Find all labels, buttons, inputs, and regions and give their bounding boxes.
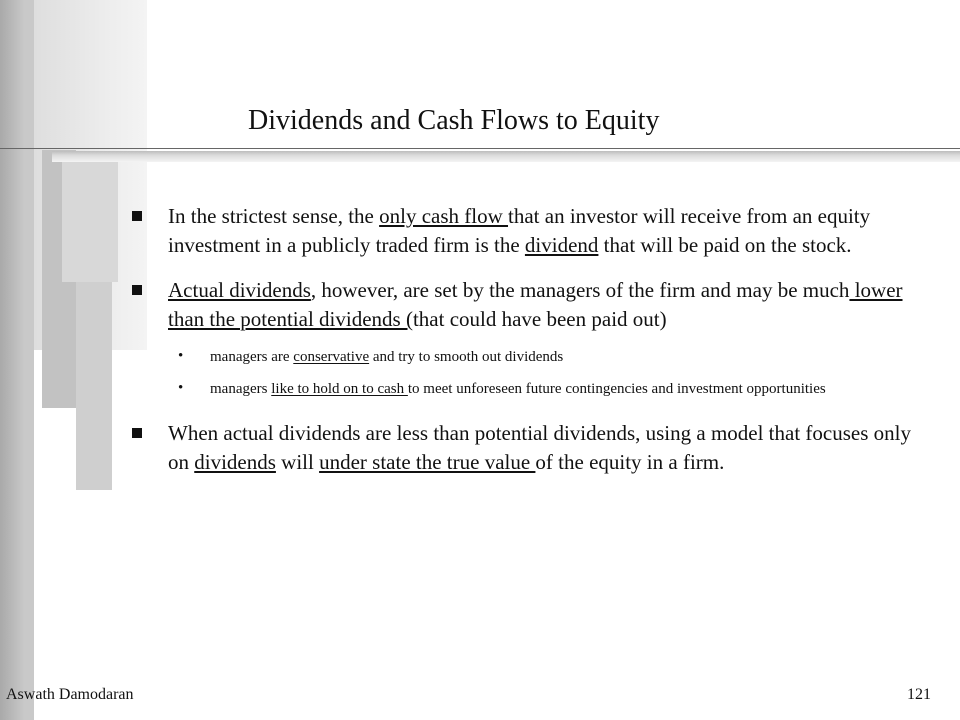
text-run: managers are	[210, 349, 294, 365]
text-run: In the strictest sense, the	[168, 204, 380, 228]
decor-bar-2	[24, 0, 34, 720]
bullet-item	[132, 276, 912, 334]
bullet-list	[132, 202, 912, 477]
square-bullet-icon	[132, 211, 142, 221]
bullet-item	[132, 419, 912, 477]
sub-bullet-item	[132, 348, 912, 367]
bullet-text	[168, 421, 911, 474]
text-run: will	[275, 450, 320, 474]
text-run: , however, are set by the managers of the firm and may be much	[310, 278, 850, 302]
bullet-text	[168, 204, 870, 257]
decor-bar-6	[76, 282, 112, 490]
page-number: 121	[907, 686, 931, 703]
text-run: that could have been paid out)	[412, 307, 667, 331]
text-run: that will be paid on the stock.	[598, 233, 852, 257]
underlined-text: under state the true value	[319, 450, 536, 474]
decor-bar-5	[62, 160, 118, 282]
dot-bullet-icon: •	[178, 348, 184, 364]
footer-author: Aswath Damodaran	[6, 686, 134, 703]
text-run: managers	[210, 381, 272, 397]
text-run: to meet unforeseen future contingencies and investment opportunities	[407, 381, 826, 397]
square-bullet-icon	[132, 285, 142, 295]
underlined-text: only cash flow	[379, 204, 509, 228]
sub-bullet-text	[210, 349, 563, 365]
underlined-text: Actual dividends	[168, 278, 311, 302]
text-run: of the equity in a firm.	[535, 450, 725, 474]
dot-bullet-icon: •	[178, 380, 184, 396]
square-bullet-icon	[132, 428, 142, 438]
bullet-text	[168, 278, 903, 331]
decor-bar-1	[0, 0, 24, 720]
underlined-text: conservative	[293, 349, 370, 365]
page-title: Dividends and Cash Flows to Equity	[248, 105, 660, 136]
underlined-text: like to hold on to cash	[271, 381, 408, 397]
title-rule-line	[0, 148, 960, 149]
underlined-text: dividend	[524, 233, 599, 257]
bullet-item	[132, 202, 912, 260]
underlined-text: dividends	[194, 450, 276, 474]
text-run: and try to smooth out dividends	[369, 349, 564, 365]
text-run: When actual dividends are less than potential dividends, using a model that focuses only on	[168, 421, 911, 474]
sub-bullet-text	[210, 381, 826, 397]
title-rule-bar	[52, 151, 960, 162]
sub-bullet-item	[132, 380, 912, 399]
underlined-text: lower than the potential dividends (	[168, 278, 903, 331]
text-run: that an investor will receive from an equity investment in a publicly traded firm is the	[168, 204, 871, 257]
